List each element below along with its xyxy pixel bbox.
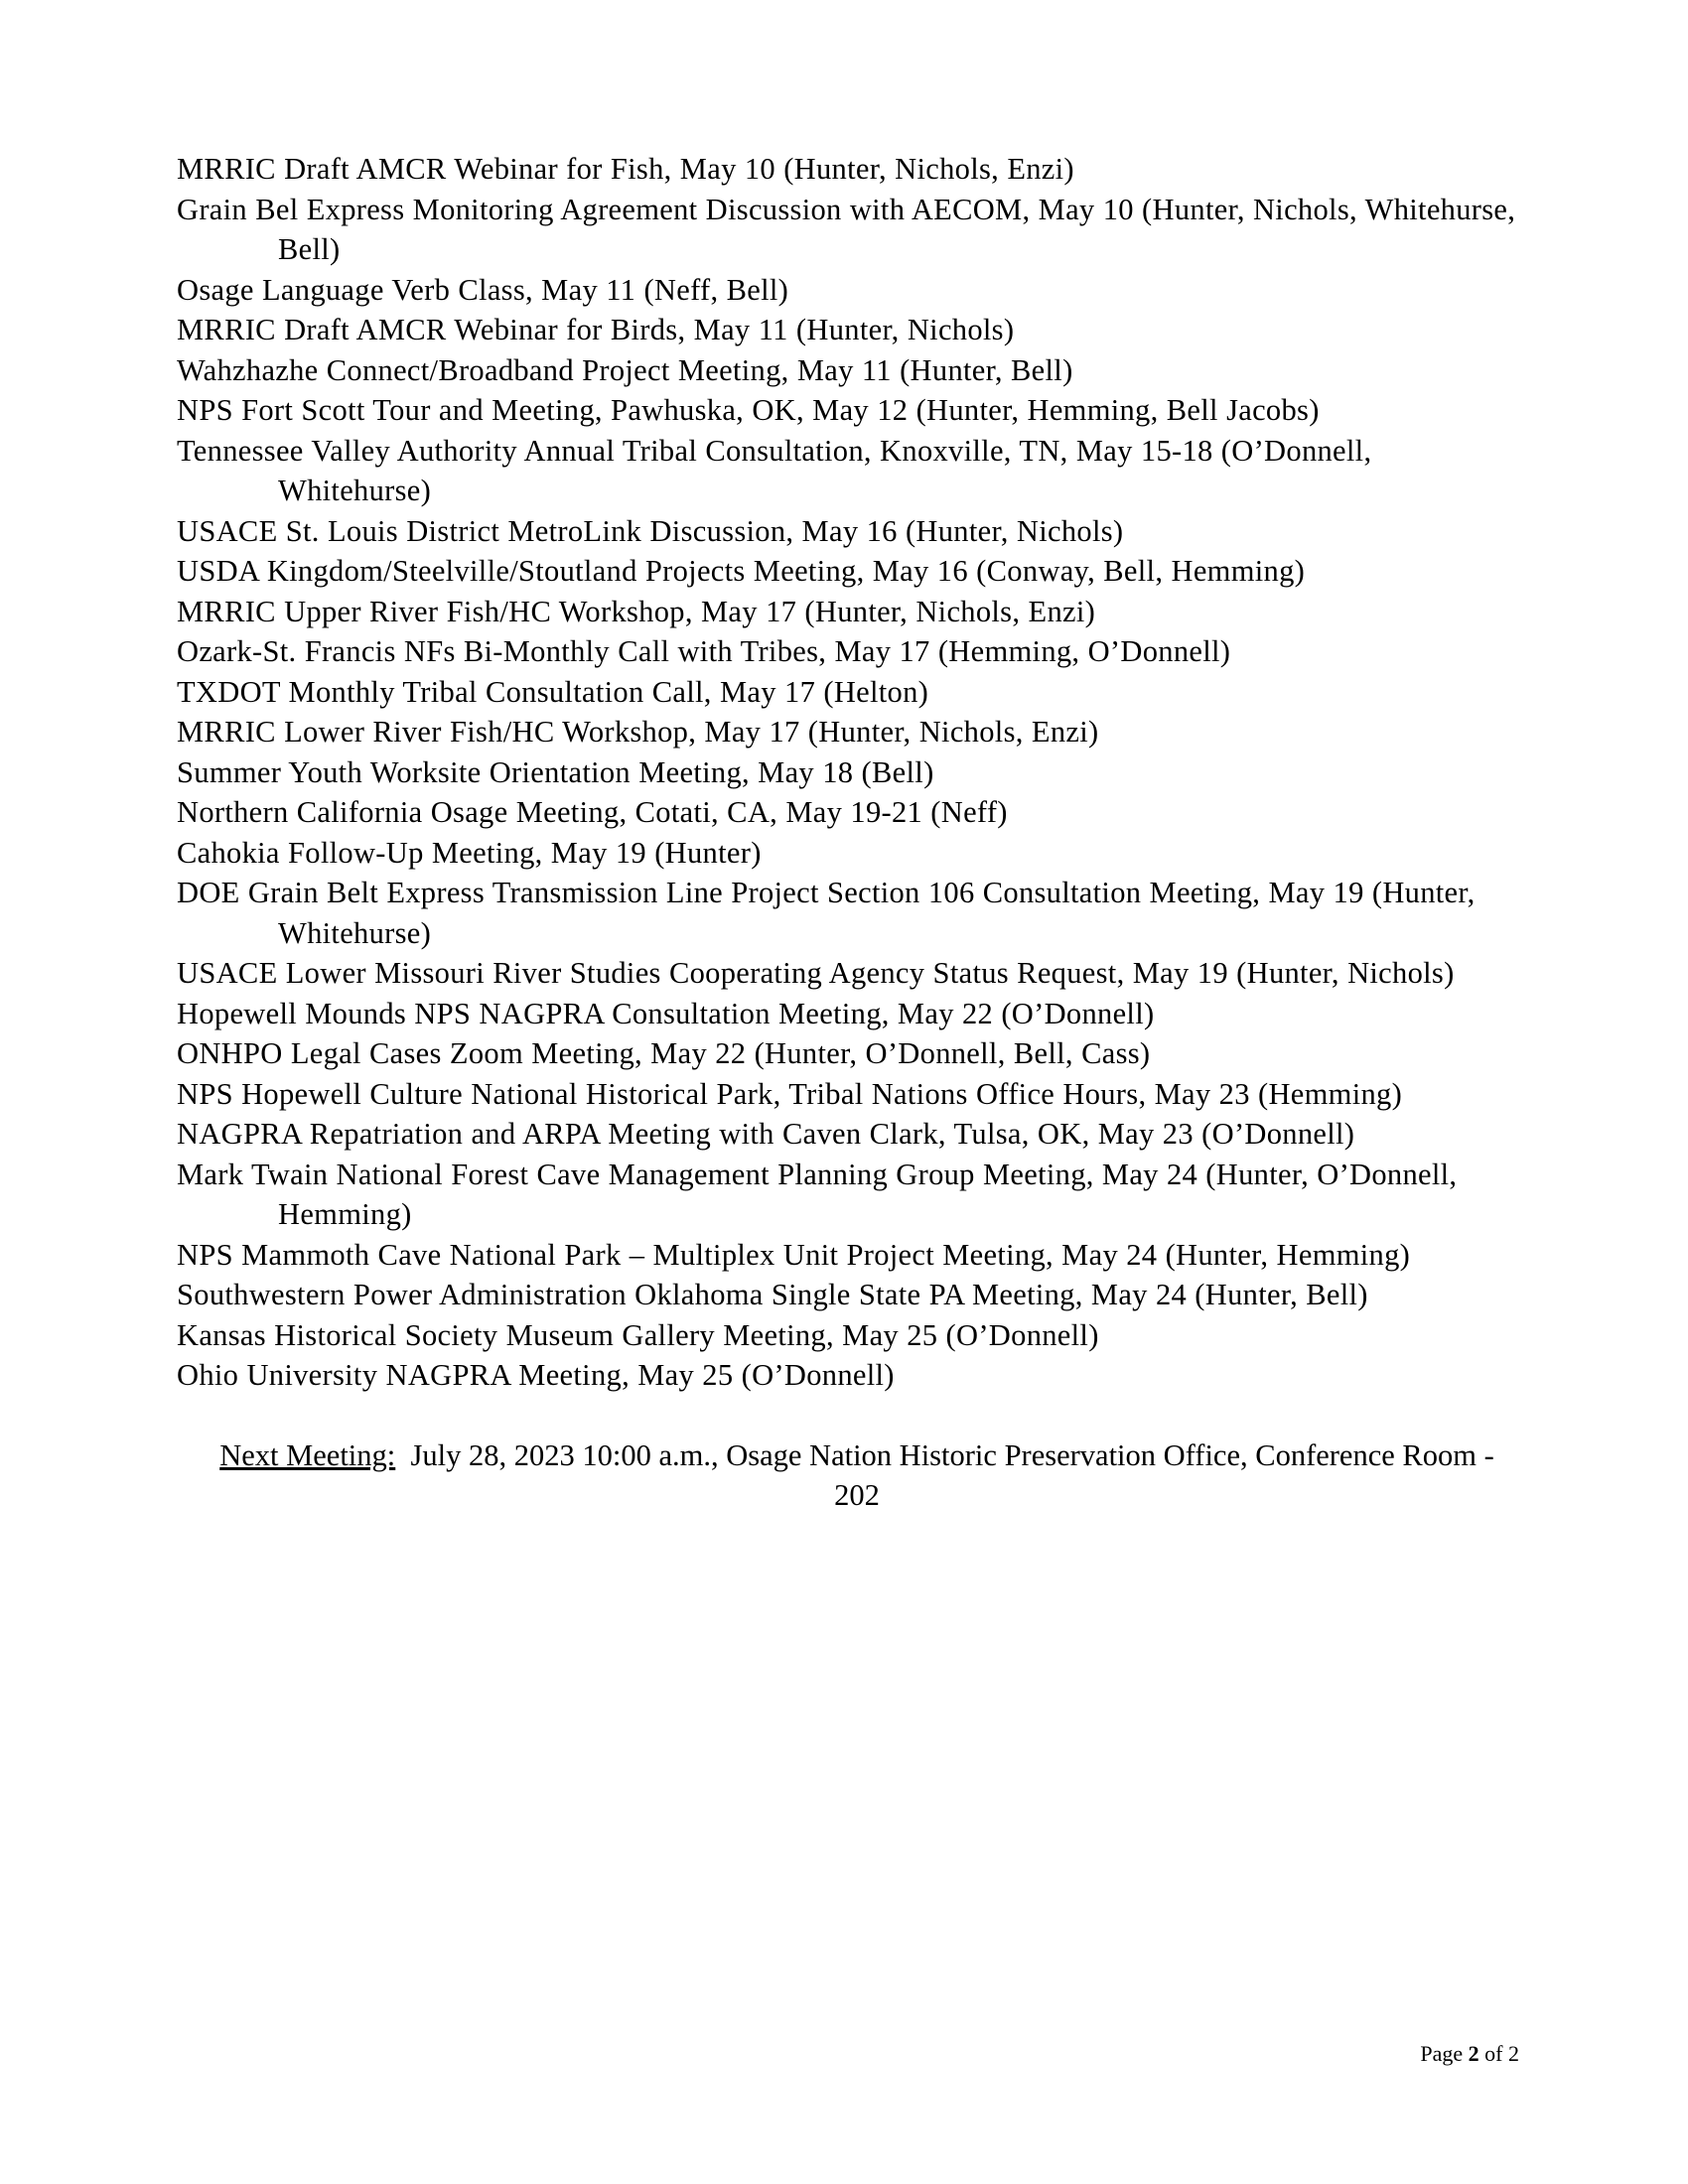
list-item: USACE St. Louis District MetroLink Discussion, May 16 (Hunter, Nichols) — [177, 513, 1124, 548]
footer-prefix: Page — [1420, 2041, 1469, 2066]
list-item: Cahokia Follow-Up Meeting, May 19 (Hunter) — [177, 835, 762, 870]
list-item: NPS Hopewell Culture National Historical Park, Tribal Nations Office Hours, May 23 (Hemming) — [177, 1076, 1403, 1111]
list-item: Mark Twain National Forest Cave Management Planning Group Meeting, May 24 (Hunter, O’Donnell, Hemming) — [177, 1157, 1458, 1231]
next-meeting-label: Next Meeting: — [219, 1437, 396, 1472]
footer-suffix: of 2 — [1478, 2041, 1519, 2066]
list-item: MRRIC Upper River Fish/HC Workshop, May 17 (Hunter, Nichols, Enzi) — [177, 594, 1096, 628]
footer-page-number: 2 — [1468, 2041, 1479, 2066]
list-item: NPS Fort Scott Tour and Meeting, Pawhuska, OK, May 12 (Hunter, Hemming, Bell Jacobs) — [177, 393, 1320, 427]
list-item: TXDOT Monthly Tribal Consultation Call, May 17 (Helton) — [177, 674, 929, 709]
next-meeting-spacer — [395, 1438, 410, 1472]
list-item: Ohio University NAGPRA Meeting, May 25 (O’Donnell) — [177, 1358, 895, 1392]
list-item: NAGPRA Repatriation and ARPA Meeting with Caven Clark, Tulsa, OK, May 23 (O’Donnell) — [177, 1117, 1355, 1151]
page-footer — [1420, 2041, 1519, 2067]
list-item: Summer Youth Worksite Orientation Meeting, May 18 (Bell) — [177, 754, 934, 789]
meeting-activity-list — [177, 149, 1527, 1396]
list-item: Ozark-St. Francis NFs Bi-Monthly Call with Tribes, May 17 (Hemming, O’Donnell) — [177, 634, 1231, 668]
next-meeting-section — [177, 1435, 1527, 1516]
list-item: MRRIC Draft AMCR Webinar for Birds, May 11 (Hunter, Nichols) — [177, 313, 1015, 346]
list-item: Kansas Historical Society Museum Gallery Meeting, May 25 (O’Donnell) — [177, 1317, 1099, 1352]
list-item: NPS Mammoth Cave National Park – Multiplex Unit Project Meeting, May 24 (Hunter, Hemming) — [177, 1237, 1411, 1272]
list-item: Hopewell Mounds NPS NAGPRA Consultation Meeting, May 22 (O’Donnell) — [177, 996, 1155, 1030]
list-item: USACE Lower Missouri River Studies Cooperating Agency Status Request, May 19 (Hunter, Nichols) — [177, 956, 1455, 990]
document-body — [177, 149, 1527, 1516]
list-item: Osage Language Verb Class, May 11 (Neff, Bell) — [177, 272, 789, 307]
list-item: ONHPO Legal Cases Zoom Meeting, May 22 (Hunter, O’Donnell, Bell, Cass) — [177, 1036, 1151, 1070]
list-item: Southwestern Power Administration Oklahoma Single State PA Meeting, May 24 (Hunter, Bell) — [177, 1278, 1368, 1311]
list-item: MRRIC Lower River Fish/HC Workshop, May 17 (Hunter, Nichols, Enzi) — [177, 715, 1099, 749]
list-item: Tennessee Valley Authority Annual Tribal Consultation, Knoxville, TN, May 15-18 (O’Donnell, Whitehurse) — [177, 433, 1372, 507]
list-item: DOE Grain Belt Express Transmission Line Project Section 106 Consultation Meeting, May 19 (Hunter, Whitehurse) — [177, 876, 1476, 950]
list-item: Wahzhazhe Connect/Broadband Project Meeting, May 11 (Hunter, Bell) — [177, 352, 1073, 387]
list-item: USDA Kingdom/Steelville/Stoutland Projects Meeting, May 16 (Conway, Bell, Hemming) — [177, 554, 1306, 588]
list-item: Grain Bel Express Monitoring Agreement Discussion with AECOM, May 10 (Hunter, Nichols, Whitehurse, Bell) — [177, 192, 1516, 266]
next-meeting-details: July 28, 2023 10:00 a.m., Osage Nation Historic Preservation Office, Conference Room - 202 — [410, 1437, 1494, 1512]
list-item: MRRIC Draft AMCR Webinar for Fish, May 10 (Hunter, Nichols, Enzi) — [177, 152, 1074, 186]
list-item: Northern California Osage Meeting, Cotati, CA, May 19-21 (Neff) — [177, 795, 1008, 829]
